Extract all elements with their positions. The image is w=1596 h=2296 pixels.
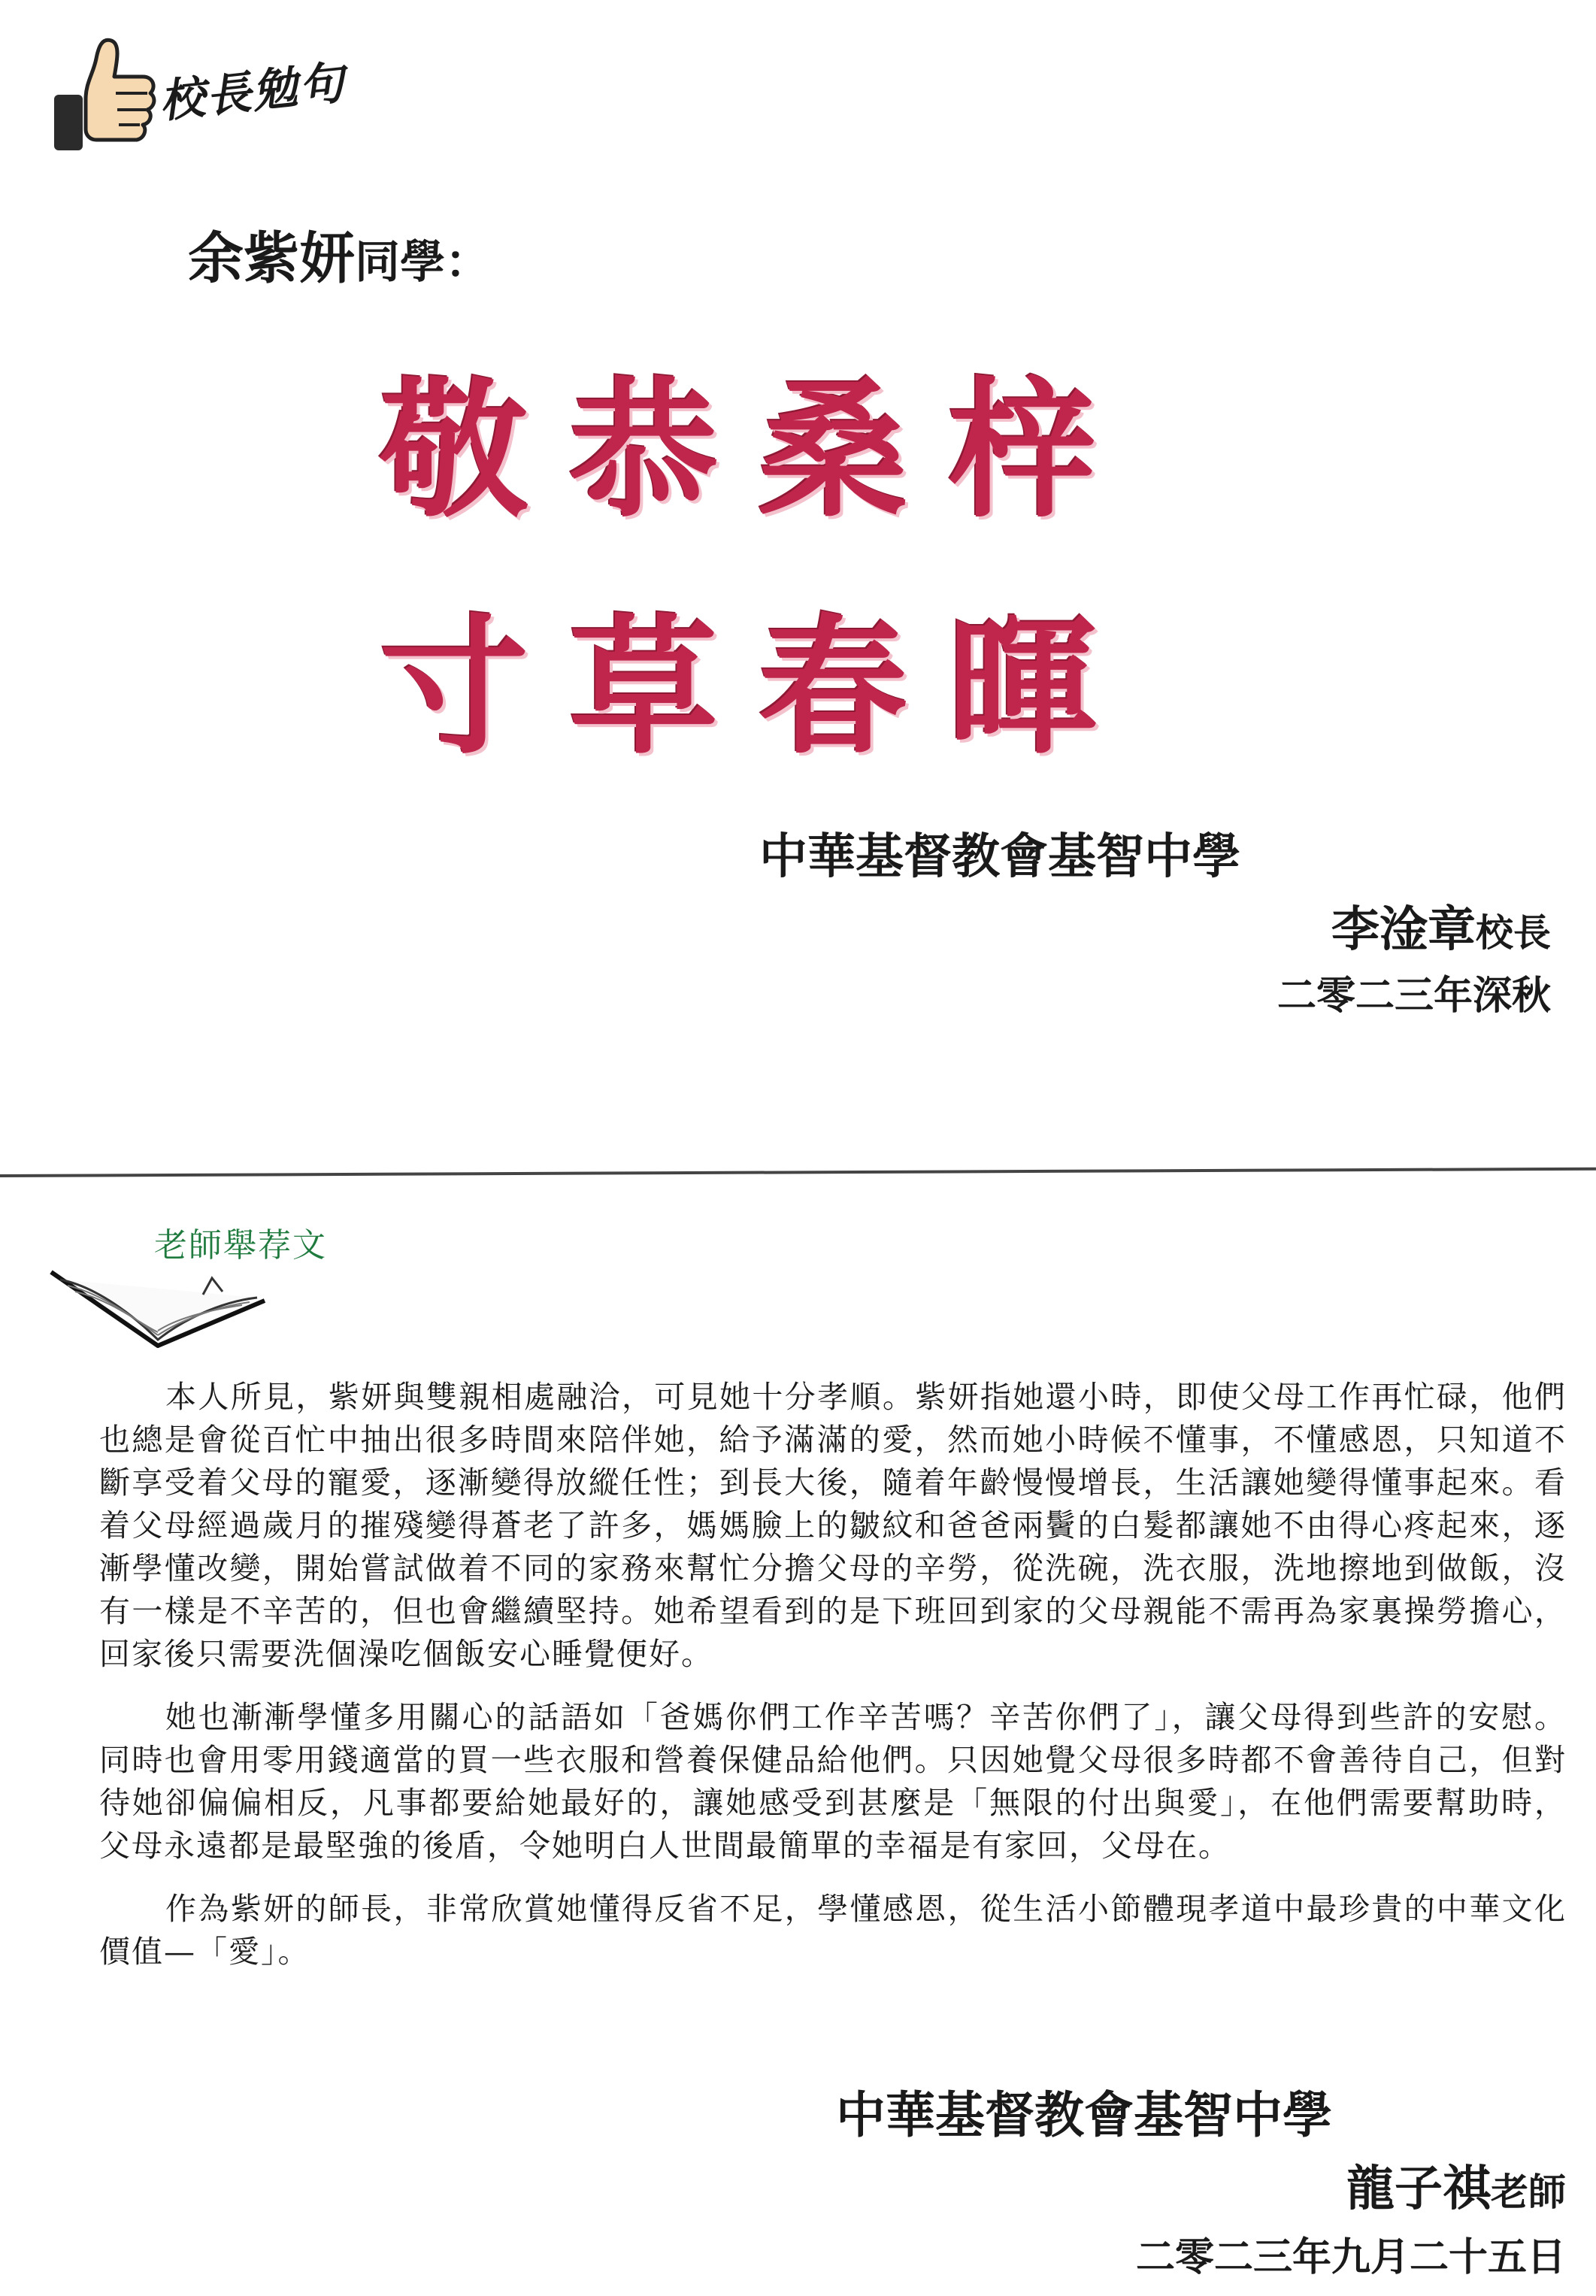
paragraph-2: 她也漸漸學懂多用關心的話語如「爸媽你們工作辛苦嗎？辛苦你們了」，讓父母得到些許的安慰。同時也會用零用錢適當的買一些衣服和營養保健品給他們。只因她覺父母很多時都不會善待自己，但對待她卻偏偏相反，凡事都要給她最好的，讓她感受到甚麼是「無限的付出與愛」，在他們需要幫助時，父母永遠都是最堅強的後盾，令她明白人世間最簡單的幸福是有家回，父母在。 — [99, 1699, 1567, 1864]
recommendation-body — [99, 1376, 1567, 1994]
teacher-name-text: 龍子祺 — [1346, 2161, 1491, 2217]
teacher-school-name: 中華基督教會基智中學 — [836, 2086, 1332, 2144]
recipient-suffix: 同學： — [355, 236, 490, 289]
paragraph-3: 作為紫妍的師長，非常欣賞她懂得反省不足，學懂感恩，從生活小節體現孝道中最珍貴的中華文化價值—「愛」。 — [99, 1891, 1567, 1970]
principal-title: 校長 — [1476, 911, 1551, 955]
paragraph-1: 本人所見，紫妍與雙親相處融洽，可見她十分孝順。紫妍指她還小時，即使父母工作再忙碌，他們也總是會從百忙中抽出很多時間來陪伴她，給予滿滿的愛，然而她小時候不懂事，不懂感恩，只知道不斷享受着父母的寵愛，逐漸變得放縱任性；到長大後，隨着年齡慢慢增長，生活讓她變得懂事起來。看着父母經過歲月的摧殘變得蒼老了許多，媽媽臉上的皺紋和爸爸兩鬢的白髮都讓她不由得心疼起來，逐漸學懂改變，開始嘗試做着不同的家務來幫忙分擔父母的辛勞，從洗碗，洗衣服，洗地擦地到做飯，沒有一樣是不辛苦的，但也會繼續堅持。她希望看到的是下班回到家的父母親能不需再為家裏操勞擔心，回家後只需要洗個澡吃個飯安心睡覺便好。 — [99, 1379, 1567, 1672]
teacher-date: 二零二三年九月二十五日 — [1135, 2235, 1566, 2280]
teacher-title: 老師 — [1491, 2170, 1566, 2214]
open-book-icon — [45, 1257, 271, 1355]
motto-line-1: 敬恭桑梓 — [380, 364, 1137, 538]
section-divider — [0, 1168, 1596, 1177]
teacher-name — [1346, 2150, 1566, 2219]
principal-name-text: 李淦章 — [1331, 902, 1476, 958]
thumbs-up-icon — [47, 30, 159, 158]
header-title: 校長勉句 — [156, 56, 348, 129]
recipient-name: 余紫妍 — [188, 226, 355, 291]
principal-date: 二零二三年深秋 — [1276, 974, 1551, 1019]
recipient-salutation — [188, 214, 490, 294]
principal-school-name: 中華基督教會基智中學 — [759, 829, 1240, 885]
principal-name — [1331, 891, 1551, 960]
section-label: 老師舉荐文 — [154, 1226, 327, 1265]
motto-line-2: 寸草春暉 — [380, 601, 1137, 774]
